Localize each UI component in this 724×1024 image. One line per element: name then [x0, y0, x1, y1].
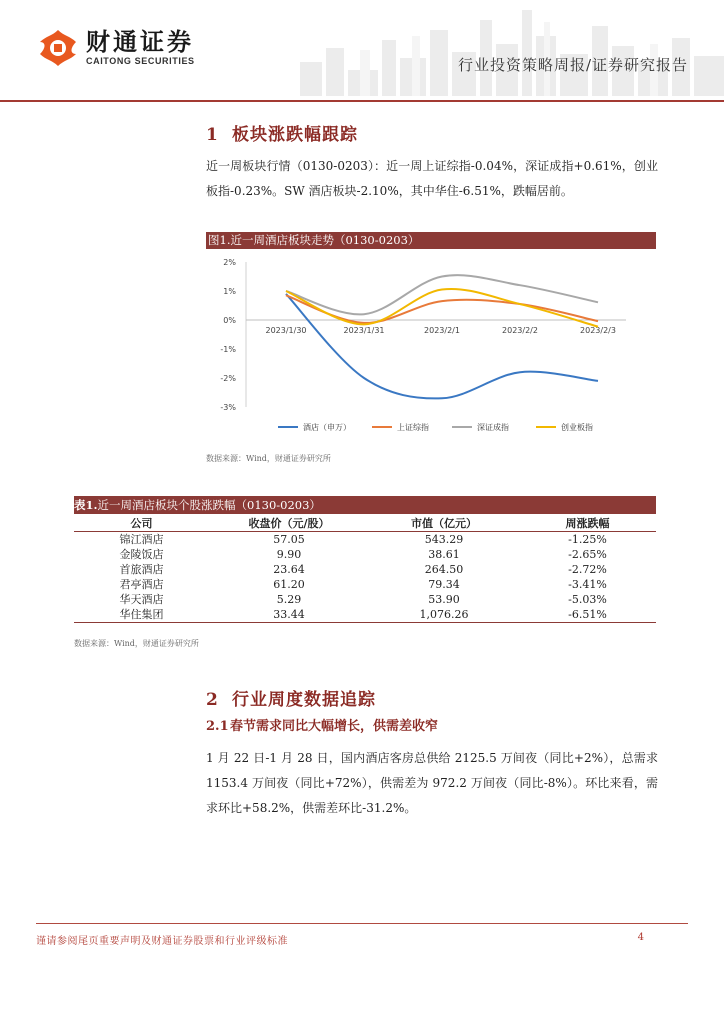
y-tick-label: 1% — [223, 287, 236, 296]
legend-label: 深证成指 — [477, 423, 509, 432]
cell-weekly-change: -2.65% — [568, 548, 607, 561]
y-tick-label: -3% — [220, 403, 236, 412]
table-row — [74, 532, 656, 548]
cell-market-cap: 543.29 — [424, 533, 464, 546]
hotel-sector-line-chart — [206, 250, 656, 442]
section-1-title: 板块涨跌幅跟踪 — [232, 125, 358, 145]
footer-divider — [36, 923, 688, 924]
section-2-heading — [206, 685, 376, 710]
table-row — [74, 562, 656, 577]
cell-close-price: 23.64 — [273, 563, 305, 576]
cell-market-cap: 53.90 — [428, 593, 460, 606]
x-tick-label: 2023/2/3 — [580, 326, 616, 335]
section-1-number: 1 — [206, 125, 219, 145]
x-tick-label: 2023/1/30 — [265, 326, 307, 335]
y-tick-label: -2% — [220, 374, 236, 383]
cell-weekly-change: -3.41% — [568, 578, 607, 591]
x-tick-label: 2023/2/1 — [424, 326, 460, 335]
subsection-2-1-number: 2.1 — [206, 719, 229, 734]
cell-market-cap: 38.61 — [428, 548, 460, 561]
x-tick-label: 2023/2/2 — [502, 326, 538, 335]
column-header-market-cap: 市值（亿元） — [369, 514, 519, 532]
page-header — [0, 0, 724, 104]
cell-market-cap: 79.34 — [428, 578, 460, 591]
subsection-2-1-heading — [206, 715, 438, 734]
table-1-caption-prefix: 表1. — [74, 498, 98, 512]
cell-close-price: 33.44 — [209, 607, 369, 623]
table-row — [74, 592, 656, 607]
table-1-caption-text: 近一周酒店板块个股涨跌幅（0130-0203） — [97, 498, 321, 512]
column-header-weekly-change: 周涨跌幅 — [519, 514, 656, 532]
cell-close-price: 57.05 — [273, 533, 305, 546]
cell-company: 华住集团 — [74, 607, 209, 623]
cell-weekly-change: -1.25% — [568, 533, 607, 546]
caitong-logo-icon — [38, 28, 78, 68]
cell-company: 锦江酒店 — [119, 533, 164, 546]
page-number: 4 — [637, 932, 644, 943]
y-tick-label: -1% — [220, 345, 236, 354]
cell-close-price: 9.90 — [276, 548, 302, 561]
cell-weekly-change: -2.72% — [568, 563, 607, 576]
section-1-paragraph: 近一周板块行情（0130-0203）：近一周上证综指-0.04%，深证成指+0.61%，创业板指-0.23%。SW 酒店板块-2.10%，其中华住-6.51%，跌幅居前。 — [206, 159, 658, 198]
cell-company: 君亭酒店 — [119, 578, 164, 591]
cell-company: 首旅酒店 — [119, 563, 164, 576]
legend-label: 上证综指 — [397, 423, 429, 432]
cell-weekly-change: -6.51% — [519, 607, 656, 623]
y-tick-label: 0% — [223, 316, 236, 325]
column-header-company: 公司 — [74, 514, 209, 532]
series-line-4 — [286, 289, 598, 327]
cell-weekly-change: -5.03% — [568, 593, 607, 606]
y-tick-label: 2% — [223, 258, 236, 267]
section-2-number: 2 — [206, 690, 219, 710]
footer-disclaimer: 谨请参阅尾页重要声明及财通证券股票和行业评级标准 — [36, 936, 288, 947]
subsection-2-1-title: 春节需求同比大幅增长，供需差收窄 — [230, 719, 439, 734]
column-header-close-price: 收盘价（元/股） — [209, 514, 369, 532]
skyline-background — [300, 0, 724, 96]
cell-company: 金陵饭店 — [119, 548, 164, 561]
cell-close-price: 5.29 — [276, 593, 302, 606]
section-1-heading — [206, 120, 358, 145]
x-tick-label: 2023/1/31 — [343, 326, 385, 335]
cell-market-cap: 1,076.26 — [369, 607, 519, 623]
legend-label: 酒店（申万） — [303, 423, 351, 432]
table-1-source: 数据来源：Wind，财通证券研究所 — [74, 639, 199, 648]
logo-english-name: CAITONG SECURITIES — [86, 56, 195, 66]
figure-1-source: 数据来源：Wind，财通证券研究所 — [206, 454, 331, 463]
report-type-label: 行业投资策略周报/证券研究报告 — [457, 56, 688, 74]
section-2-paragraph: 1 月 22 日-1 月 28 日，国内酒店客房总供给 2125.5 万间夜（同比+2%），总需求 1153.4 万间夜（同比+72%），供需差为 972.2 万间夜（同比-8%）。环比来看，需求环比+58.2%，供需差环比-31.2%。 — [206, 751, 658, 815]
table-1-caption — [74, 496, 656, 514]
stock-performance-table — [74, 514, 656, 623]
company-logo — [38, 28, 195, 68]
table-header-row — [74, 514, 656, 532]
cell-company: 华天酒店 — [119, 593, 164, 606]
logo-chinese-name: 财通证券 — [86, 28, 194, 56]
header-divider — [0, 100, 724, 102]
table-row — [74, 607, 656, 623]
cell-market-cap: 264.50 — [424, 563, 464, 576]
section-2-title: 行业周度数据追踪 — [232, 690, 376, 710]
cell-close-price: 61.20 — [273, 578, 305, 591]
figure-1-caption: 图1.近一周酒店板块走势（0130-0203） — [206, 232, 656, 249]
legend-label: 创业板指 — [561, 423, 593, 432]
table-row — [74, 577, 656, 592]
series-line-3 — [286, 275, 598, 314]
table-row — [74, 547, 656, 562]
